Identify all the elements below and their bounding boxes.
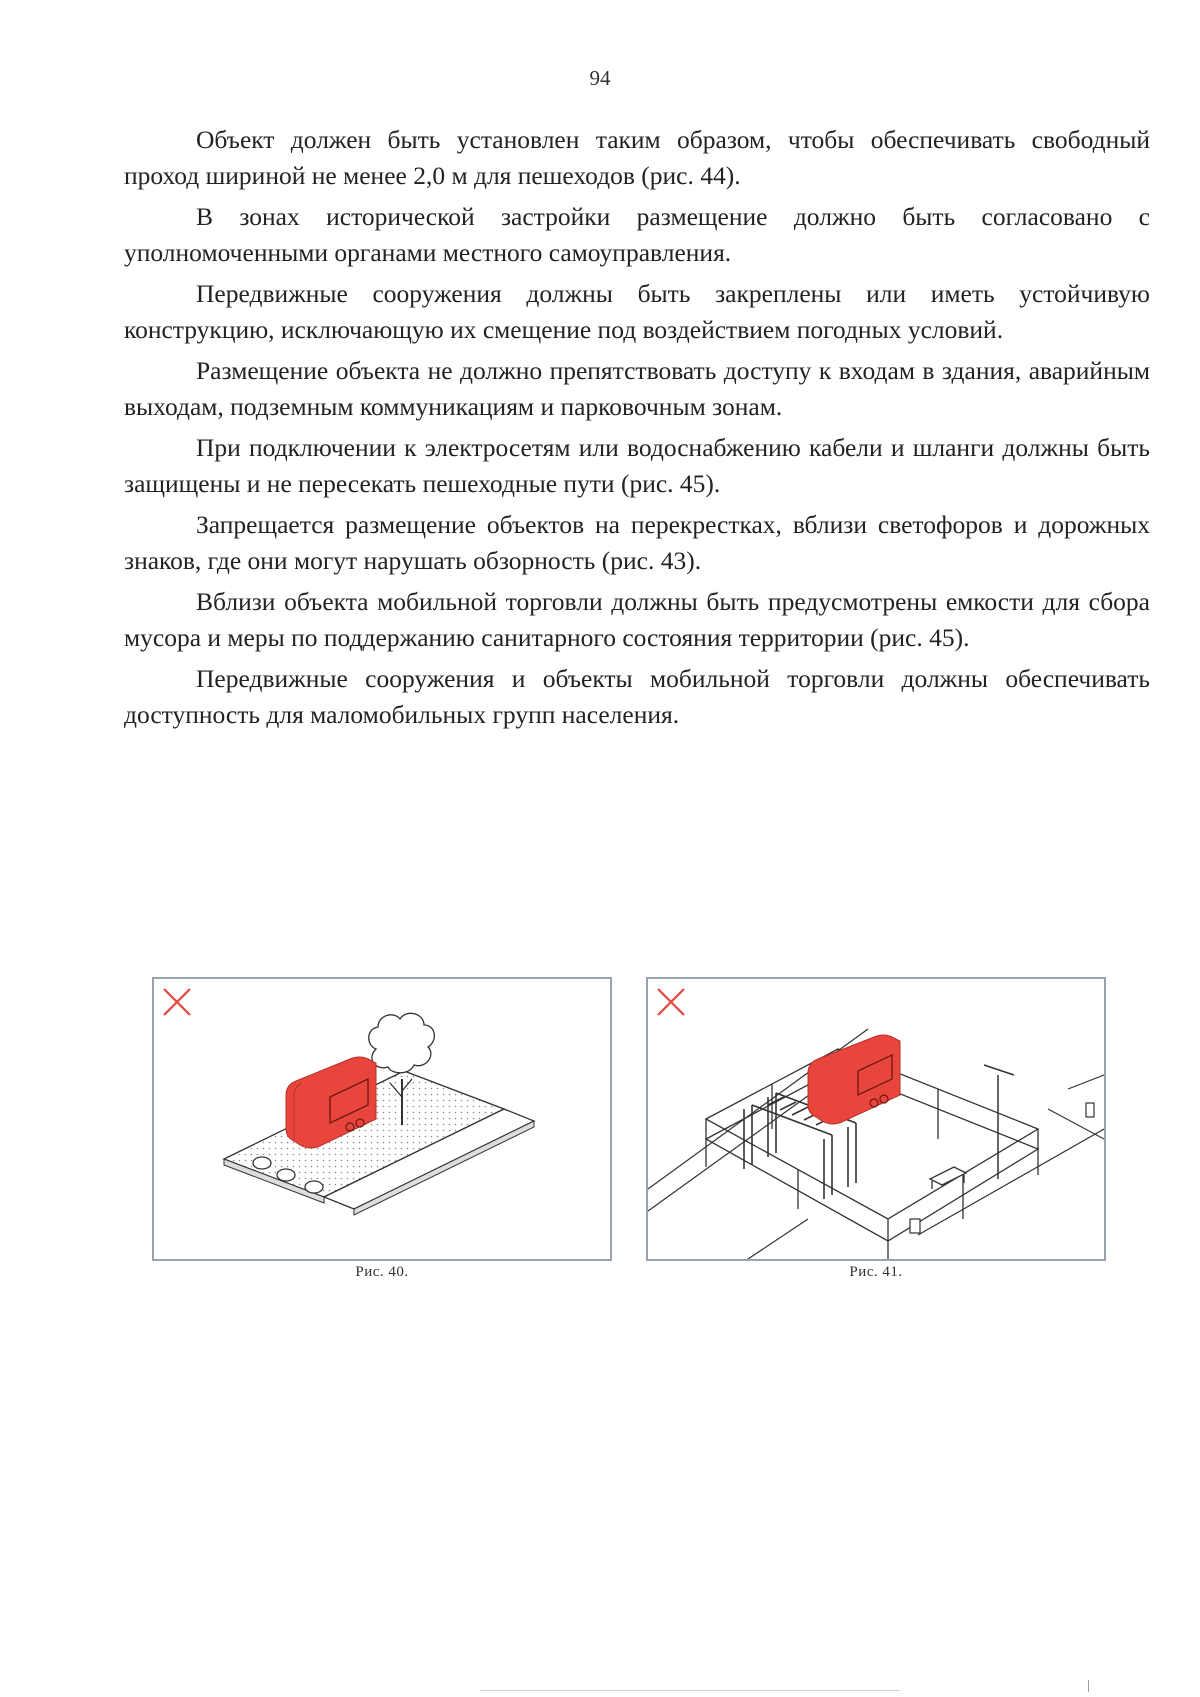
kiosk-icon xyxy=(808,1035,900,1124)
body-text xyxy=(124,122,1150,738)
page-number: 94 xyxy=(589,66,611,90)
footer-divider xyxy=(480,1690,900,1691)
figure-40 xyxy=(152,977,612,1261)
street-lamp-icon xyxy=(984,1065,1014,1179)
paragraph: При подключении к электросетям или водоснабжению кабели и шланги должны быть защищены и не пересекать пешеходные пути (рис. 45). xyxy=(124,433,1150,498)
footer-tick xyxy=(1088,1680,1089,1692)
figure-40-illustration xyxy=(154,979,610,1259)
paragraph: Размещение объекта не должно препятствовать доступу к входам в здания, аварийным выходам, подземным коммуникациям и парковочным зонам. xyxy=(124,356,1150,421)
paragraph: Передвижные сооружения должны быть закреплены или иметь устойчивую конструкцию, исключающую их смещение под воздействием погодных условий. xyxy=(124,279,1150,344)
paragraph: Запрещается размещение объектов на перекрестках, вблизи светофоров и дорожных знаков, где они могут нарушать обзорность (рис. 43). xyxy=(124,510,1150,575)
figure-41-illustration xyxy=(648,979,1104,1259)
figure-40-caption: Рис. 40. xyxy=(355,1264,409,1280)
paragraph: Объект должен быть установлен таким образом, чтобы обеспечивать свободный проход шириной не менее 2,0 м для пешеходов (рис. 44). xyxy=(124,125,1150,190)
cross-icon xyxy=(658,989,684,1015)
paragraph: Передвижные сооружения и объекты мобильной торговли должны обеспечивать доступность для маломобильных групп населения. xyxy=(124,664,1150,729)
bench-icon xyxy=(930,1167,966,1189)
paragraph: Вблизи объекта мобильной торговли должны быть предусмотрены емкости для сбора мусора и меры по поддержанию санитарного состояния территории (рис. 45). xyxy=(124,587,1150,652)
paragraph: В зонах исторической застройки размещение должно быть согласовано с уполномоченными органами местного самоуправления. xyxy=(124,202,1150,267)
figure-41-caption: Рис. 41. xyxy=(849,1264,903,1280)
sidewalk xyxy=(224,1071,534,1215)
cross-icon xyxy=(164,989,190,1015)
figure-41 xyxy=(646,977,1106,1261)
